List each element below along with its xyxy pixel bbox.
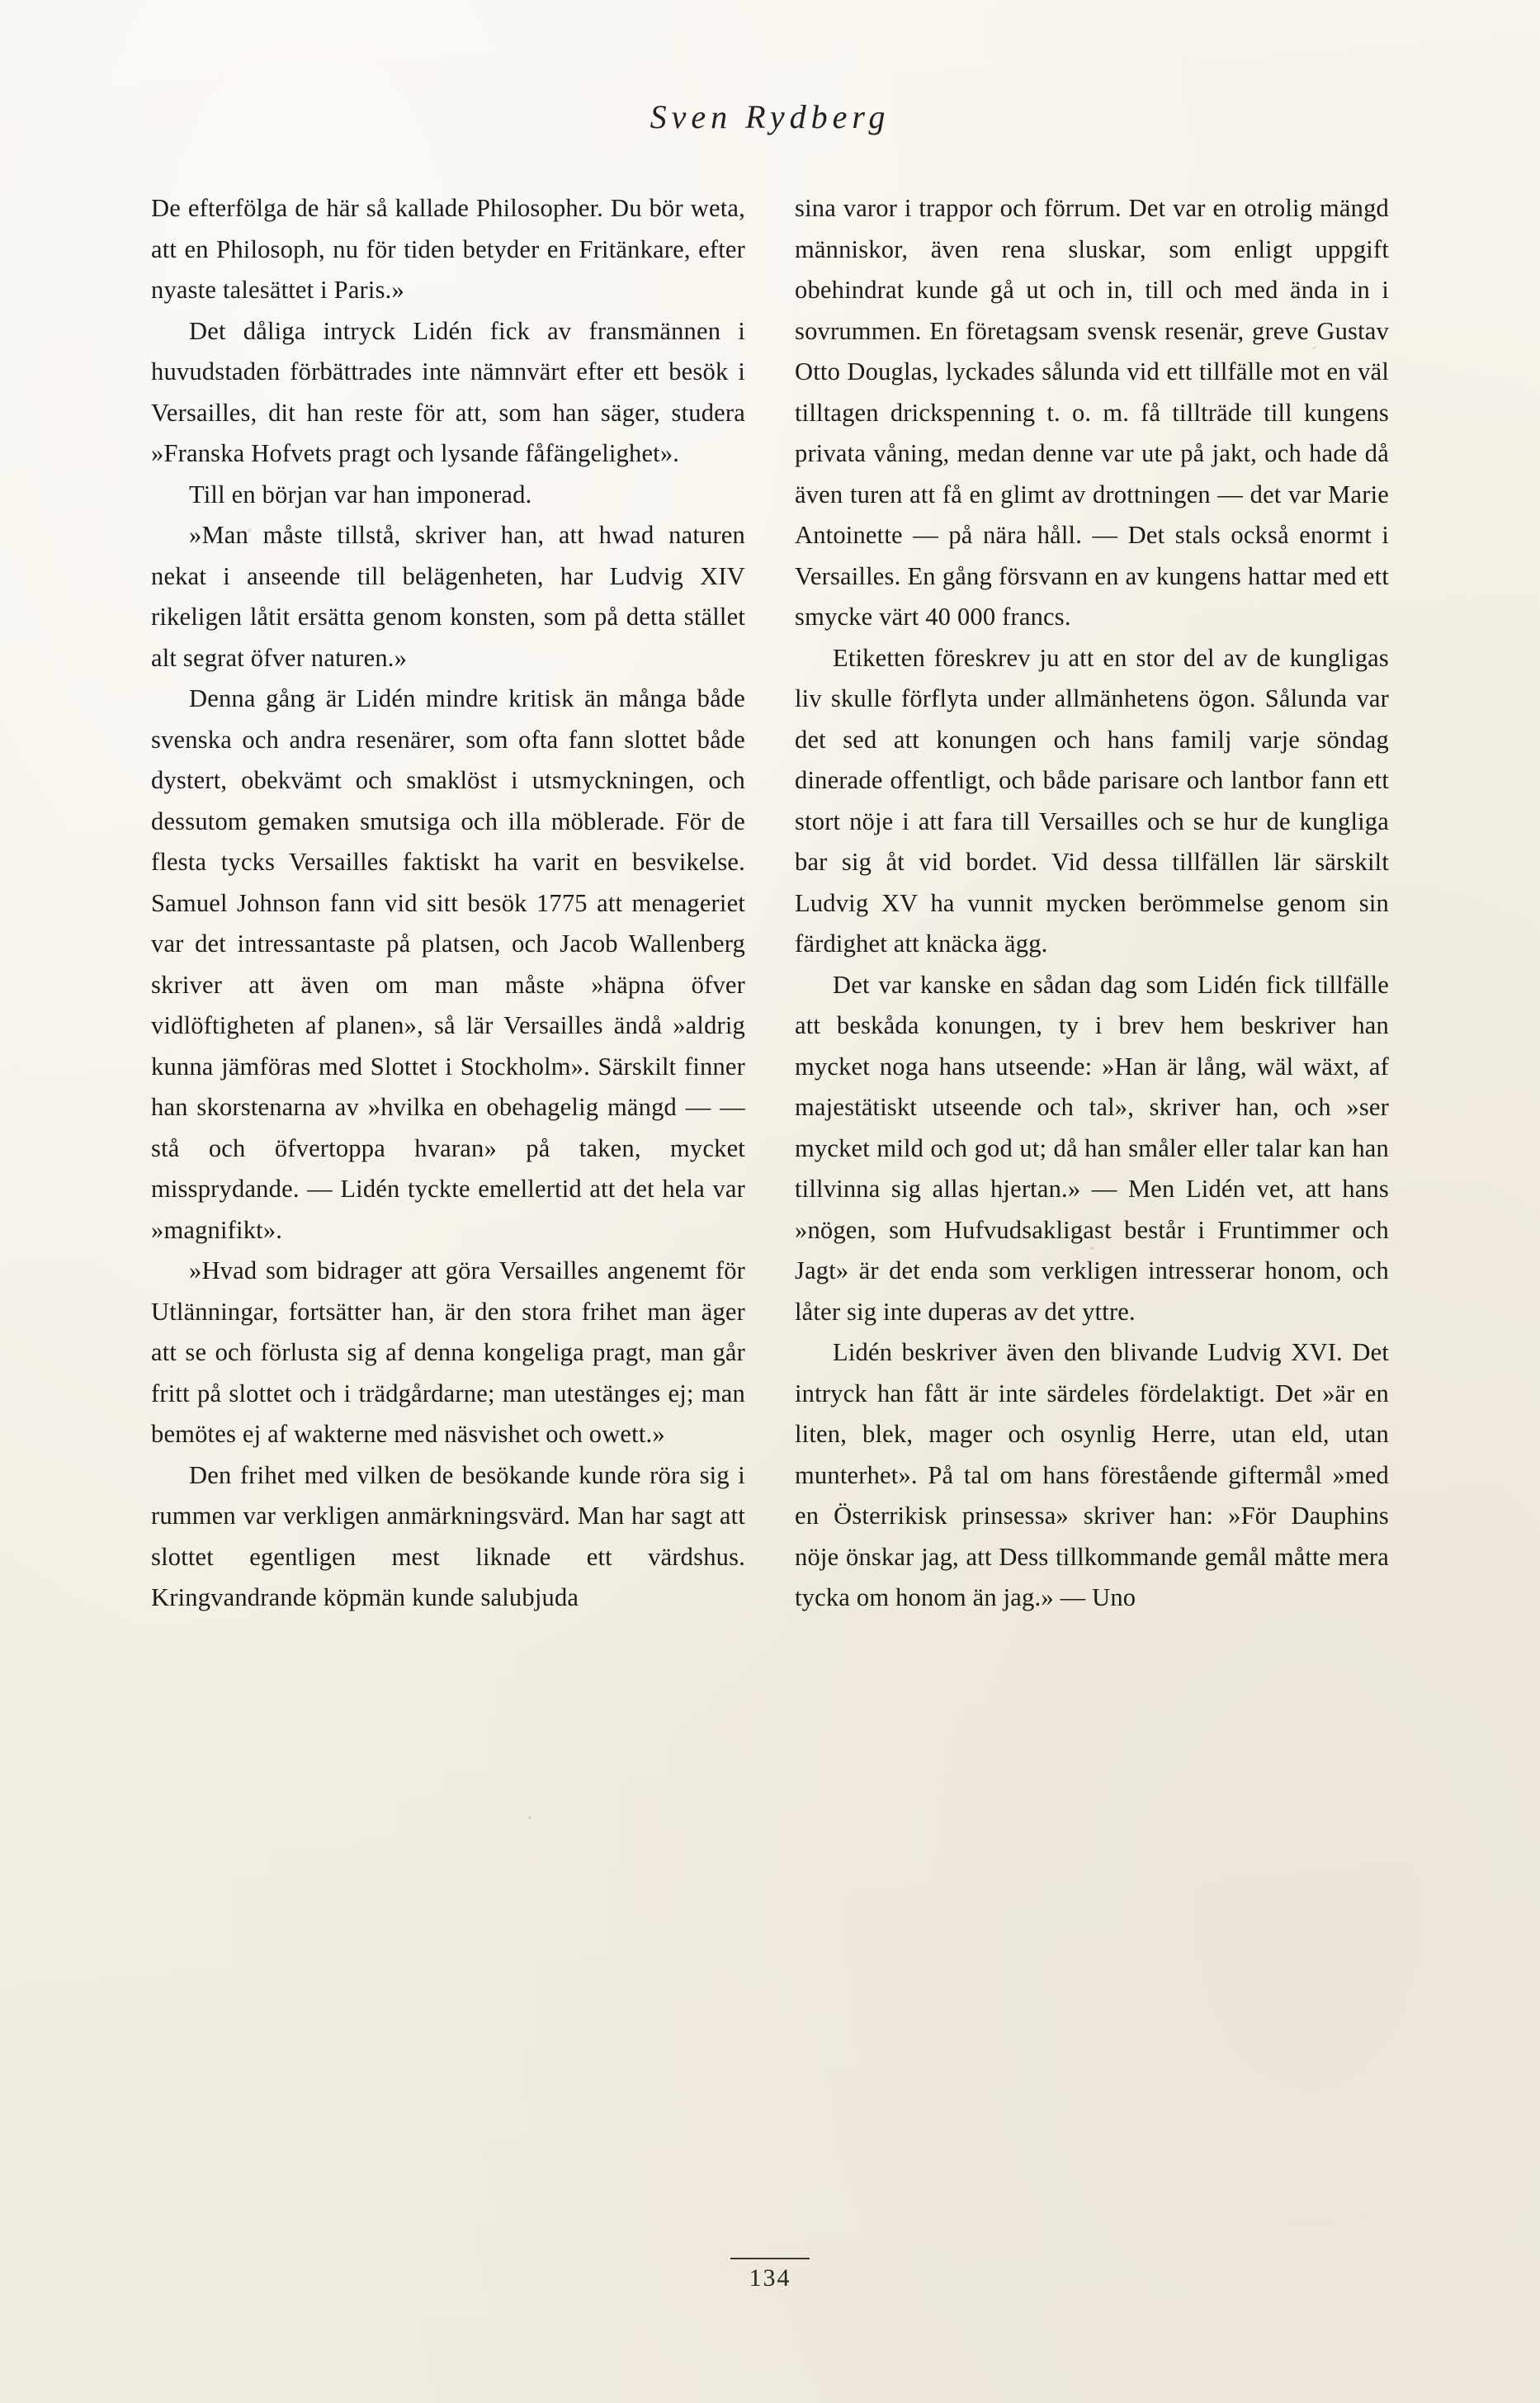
paragraph: De efterfölga de här så kallade Philosopher. Du bör weta, att en Philosoph, nu för tiden betyder en Fritänkare, efter nyaste talesättet i Paris.» [151,194,745,304]
paragraph: Lidén beskriver även den blivande Ludvig XVI. Det intryck han fått är inte särdeles fördelaktigt. Det »är en liten, blek, mager och osynlig Herre, utan eld, utan munterhet». På tal om hans förestående giftermål »med en Österrikisk prinsessa» skriver han: »För Dauphins nöje önskar jag, att Dess tillkommande gemål måtte mera tycka om honom än jag.» — Uno [795,1338,1389,1611]
paragraph: sina varor i trappor och förrum. Det var en otrolig mängd människor, även rena sluskar, som enligt uppgift obehindrat kunde gå ut och in, till och med ända in i sovrummen. En företagsam svensk resenär, greve Gustav Otto Douglas, lyckades sålunda vid ett tillfälle mot en väl tilltagen drickspenning t. o. m. få tillträde till kungens privata våning, medan denne var ute på jakt, och hade då även turen att få en glimt av drottningen — det var Marie Antoinette — på nära håll. — Det stals också enormt i Versailles. En gång försvann en av kungens hattar med ett smycke värt 40 000 francs. [795,194,1389,631]
paper-speck [528,1816,531,1819]
paragraph: Det var kanske en sådan dag som Lidén fick tillfälle att beskåda konungen, ty i brev hem beskriver han mycket noga hans utseende: »Han är lång, wäl wäxt, af majestätiskt utseende och tal», skriver han, och »ser mycket mild och god ut; då han småler eller talar kan han tillvinna sig allas hjertan.» — Men Lidén vet, att hans »nögen, som Hufvudsakligast består i Fruntimmer och Jagt» är det enda som verkligen intresserar honom, och låter sig inte duperas av det yttre. [795,970,1389,1326]
running-head: Sven Rydberg [650,98,890,135]
left-column [151,188,745,1619]
paragraph: »Hvad som bidrager att göra Versailles angenemt för Utlänningar, fortsätter han, är den stora frihet man äger att se och förlusta sig af denna kongeliga pragt, man går fritt på slottet och i trädgårdarne; man utestänges ej; man bemötes ej af wakterne med näsvishet och owett.» [151,1256,745,1448]
page-folio [0,2258,1540,2292]
paragraph: Till en början var han imponerad. [189,480,532,509]
folio-rule [730,2258,810,2259]
page-number: 134 [749,2264,791,2292]
paragraph: Denna gång är Lidén mindre kritisk än många både svenska och andra resenärer, som ofta fann slottet både dystert, obekvämt och smaklöst i utsmyckningen, och dessutom gemaken smutsiga och illa möblerade. För de flesta tycks Versailles faktiskt ha varit en besvikelse. Samuel Johnson fann vid sitt besök 1775 att menageriet var det intressantaste på platsen, och Jacob Wallenberg skriver att även om man måste »häpna öfver vidlöftigheten af planen», så lär Versailles ändå »aldrig kunna jämföras med Slottet i Stockholm». Särskilt finner han skorstenarna av »hvilka en obehagelig mängd — — stå och öfvertoppa hvaran» på taken, mycket missprydande. — Lidén tyckte emellertid att det hela var »magnifikt». [151,684,745,1244]
paragraph: Det dåliga intryck Lidén fick av fransmännen i huvudstaden förbättrades inte nämnvärt efter ett besök i Versailles, dit han reste för att, som han säger, studera »Franska Hofvets pragt och lysande fåfängelighet». [151,316,745,467]
paragraph: Etiketten föreskrev ju att en stor del av de kungligas liv skulle förflyta under allmänhetens ögon. Sålunda var det sed att konungen och hans familj varje söndag dinerade offentligt, och både parisare och lantbor fann ett stort nöje i att fara till Versailles och se hur de kungliga bar sig åt vid bordet. Vid dessa tillfällen lär särskilt Ludvig XV ha vunnit mycken berömmelse genom sin färdighet att knäcka ägg. [795,643,1389,958]
right-column [795,188,1389,1619]
body-columns [151,188,1389,1619]
paragraph: »Man måste tillstå, skriver han, att hwad naturen nekat i anseende till belägenheten, har Ludvig XIV rikeligen låtit ersätta genom konsten, som på detta stället alt segrat öfver naturen.» [151,521,745,672]
paragraph: Den frihet med vilken de besökande kunde röra sig i rummen var verkligen anmärkningsvärd. Man har sagt att slottet egentligen mest liknade ett värdshus. Kringvandrande köpmän kunde salubjuda [151,1460,745,1611]
